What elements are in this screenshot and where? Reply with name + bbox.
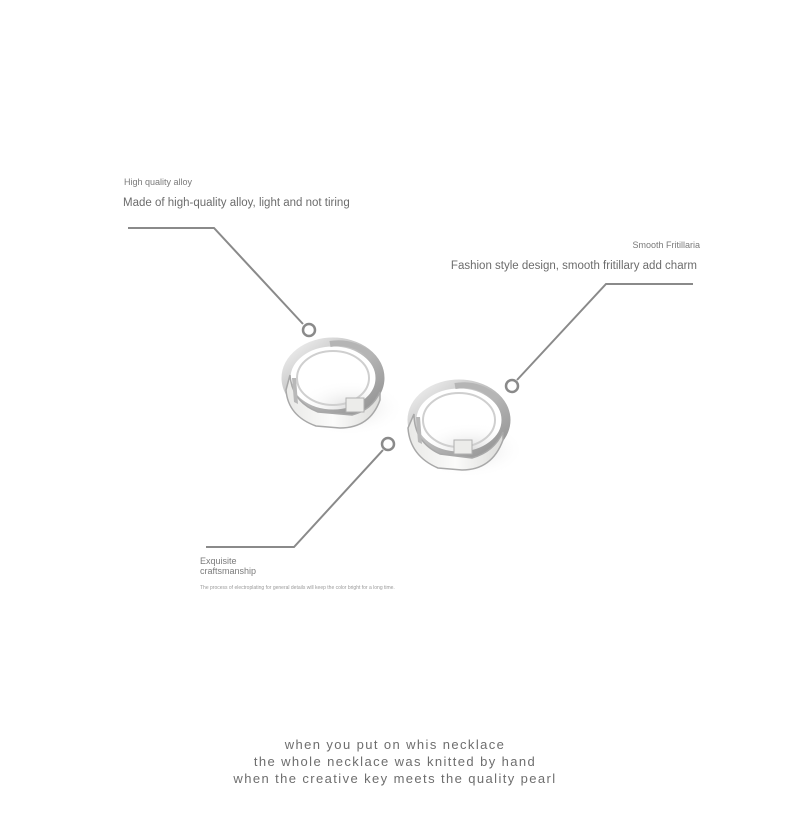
fritillaria-title: Smooth Fritillaria bbox=[632, 240, 700, 250]
slogan-line-1: when you put on whis necklace bbox=[284, 737, 506, 752]
slogan-line-2: the whole necklace was knitted by hand bbox=[253, 754, 537, 769]
fritillaria-callout-line bbox=[506, 284, 693, 392]
alloy-marker-icon bbox=[303, 324, 315, 336]
craftsmanship-marker-icon bbox=[382, 438, 394, 450]
alloy-title: High quality alloy bbox=[124, 177, 193, 187]
fritillaria-description: Fashion style design, smooth fritillary add charm bbox=[450, 260, 697, 272]
slogan-line-3: when the creative key meets the quality pearl bbox=[233, 771, 557, 786]
alloy-callout-line bbox=[128, 228, 315, 336]
alloy-description: Made of high-quality alloy, light and not tiring bbox=[123, 197, 350, 209]
earring-left bbox=[286, 342, 405, 436]
craftsmanship-description: The process of electroplating for general details will keep the color bright for a long time. bbox=[200, 585, 395, 591]
earring-right bbox=[408, 384, 525, 478]
craftsmanship-title-line1: Exquisite bbox=[200, 556, 237, 566]
craftsmanship-callout-line bbox=[206, 438, 394, 547]
fritillaria-marker-icon bbox=[506, 380, 518, 392]
craftsmanship-title-line2: craftsmanship bbox=[200, 566, 257, 576]
